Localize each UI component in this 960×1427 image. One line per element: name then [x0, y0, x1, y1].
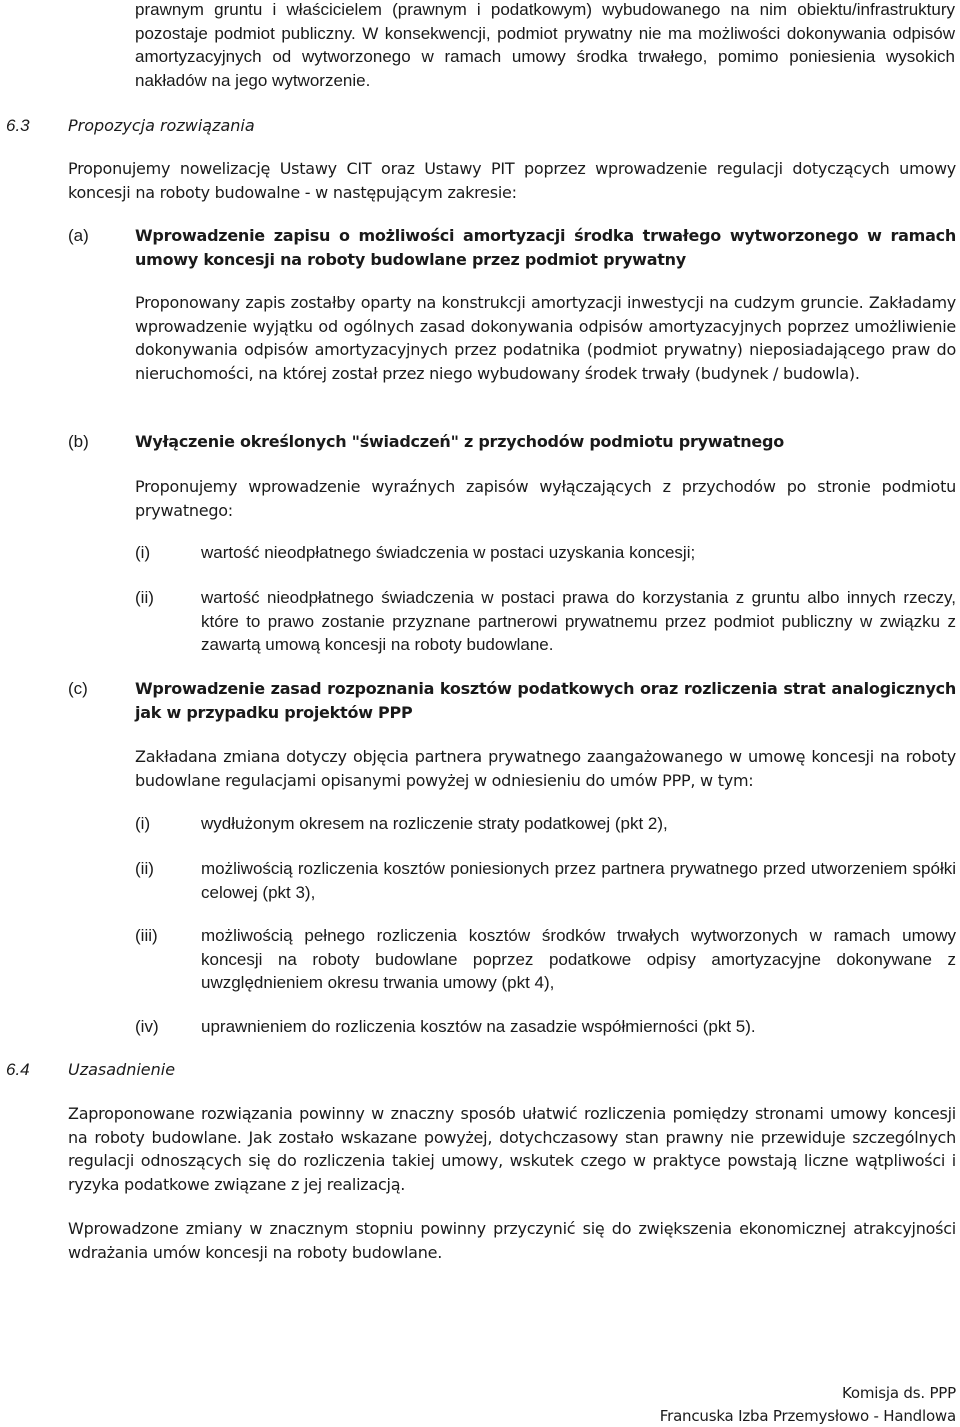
section-title: Propozycja rozwiązania — [68, 116, 255, 135]
item-c-ii-text: możliwością rozliczenia kosztów poniesionych przez partnera prywatnego przed utworzeniem spółki celowej (pkt 3), — [201, 859, 956, 902]
item-b-ii-text: wartość nieodpłatnego świadczenia w postaci prawa do korzystania z gruntu albo innych rzeczy, które to prawo zostanie przyznane partnerowi prywatnemu przez podmiot publiczny w związku z zawartą umową koncesji na roboty budowlane. — [201, 588, 956, 655]
item-b-heading: Wyłączenie określonych "świadczeń" z przychodów podmiotu prywatnego — [135, 432, 784, 451]
section-title: Uzasadnienie — [68, 1060, 176, 1079]
footer-line-2: Francuska Izba Przemysłowo - Handlowa — [659, 1406, 956, 1425]
section-6-3-lead: Proponujemy nowelizację Ustawy CIT oraz Ustawy PIT poprzez wprowadzenie regulacji dotyczących umowy koncesji na roboty budowalne - w następującym zakresie: — [68, 159, 956, 202]
item-c-label: (c) — [68, 679, 88, 698]
item-c-heading: Wprowadzenie zasad rozpoznania kosztów podatkowych oraz rozliczenia strat analogicznych jak w przypadku projektów PPP — [135, 679, 956, 722]
intro-paragraph: prawnym gruntu i właścicielem (prawnym i podatkowym) wybudowanego na nim obiektu/infrastruktury pozostaje podmiot publiczny. W konsekwencji, podmiot prywatny nie ma możliwości dokonywania odpisów amortyzacyjnych od wytworzonego w ramach umowy środka trwałego, pomimo poniesienia wysokich nakładów na jego wytworzenie. — [135, 0, 955, 91]
section-number: 6.4 — [6, 1060, 30, 1079]
item-a-heading: Wprowadzenie zapisu o możliwości amortyzacji środka trwałego wytworzonego w ramach umowy koncesji na roboty budowlane przez podmiot prywatny — [135, 226, 956, 269]
item-c-i-text: wydłużonym okresem na rozliczenie straty podatkowej (pkt 2), — [201, 814, 668, 833]
item-b-label: (b) — [68, 432, 89, 451]
section-6-4-paragraph-1: Zaproponowane rozwiązania powinny w znaczny sposób ułatwić rozliczenia pomiędzy stronami umowy koncesji na roboty budowlane. Jak zostało wskazane powyżej, dotychczasowy stan prawny nie przewiduje szczególnych regulacji odnoszących się do rozliczenia takiej umowy, wskutek czego w praktyce powstają liczne wątpliwości i ryzyka podatkowe związane z jej realizacją. — [68, 1104, 956, 1195]
item-a-body: Proponowany zapis zostałby oparty na konstrukcji amortyzacji inwestycji na cudzym gruncie. Zakładamy wprowadzenie wyjątku od ogólnych zasad dokonywania odpisów amortyzacyjnych poprzez umożliwienie dokonywania odpisów amortyzacyjnych przez podatnika (podmiot prywatny) nieposiadającego praw do nieruchomości, na której został przez niego wybudowany środek trwały (budynek / budowla). — [135, 293, 956, 384]
item-c-body: Zakładana zmiana dotyczy objęcia partnera prywatnego zaangażowanego w umowę koncesji na roboty budowlane regulacjami opisanymi powyżej w odniesieniu do umów PPP, w tym: — [135, 747, 956, 790]
item-c-iv-text: uprawnieniem do rozliczenia kosztów na zasadzie współmierności (pkt 5). — [201, 1017, 756, 1036]
item-b-ii-label: (ii) — [135, 588, 154, 607]
item-b-i-text: wartość nieodpłatnego świadczenia w postaci uzyskania koncesji; — [201, 543, 696, 562]
section-6-3-heading — [6, 114, 255, 137]
section-6-4-heading — [6, 1058, 175, 1081]
item-b-body: Proponujemy wprowadzenie wyraźnych zapisów wyłączających z przychodów po stronie podmiotu prywatnego: — [135, 477, 956, 520]
item-a-label: (a) — [68, 226, 89, 245]
item-c-iii-text: możliwością pełnego rozliczenia kosztów środków trwałych wytworzonych w ramach umowy koncesji na roboty budowlane poprzez podatkowe odpisy amortyzacyjne dokonywane z uwzględnieniem okresu trwania umowy (pkt 4), — [201, 926, 956, 993]
section-6-4-paragraph-2: Wprowadzone zmiany w znacznym stopniu powinny przyczynić się do zwiększenia ekonomicznej atrakcyjności wdrażania umów koncesji na roboty budowlane. — [68, 1219, 956, 1262]
item-b-i-label: (i) — [135, 543, 151, 562]
footer-line-1: Komisja ds. PPP — [842, 1384, 956, 1402]
page-footer — [660, 1382, 956, 1427]
item-c-iii-label: (iii) — [135, 926, 158, 945]
item-c-i-label: (i) — [135, 814, 151, 833]
section-number: 6.3 — [6, 116, 30, 135]
item-c-iv-label: (iv) — [135, 1017, 159, 1036]
item-c-ii-label: (ii) — [135, 859, 154, 878]
